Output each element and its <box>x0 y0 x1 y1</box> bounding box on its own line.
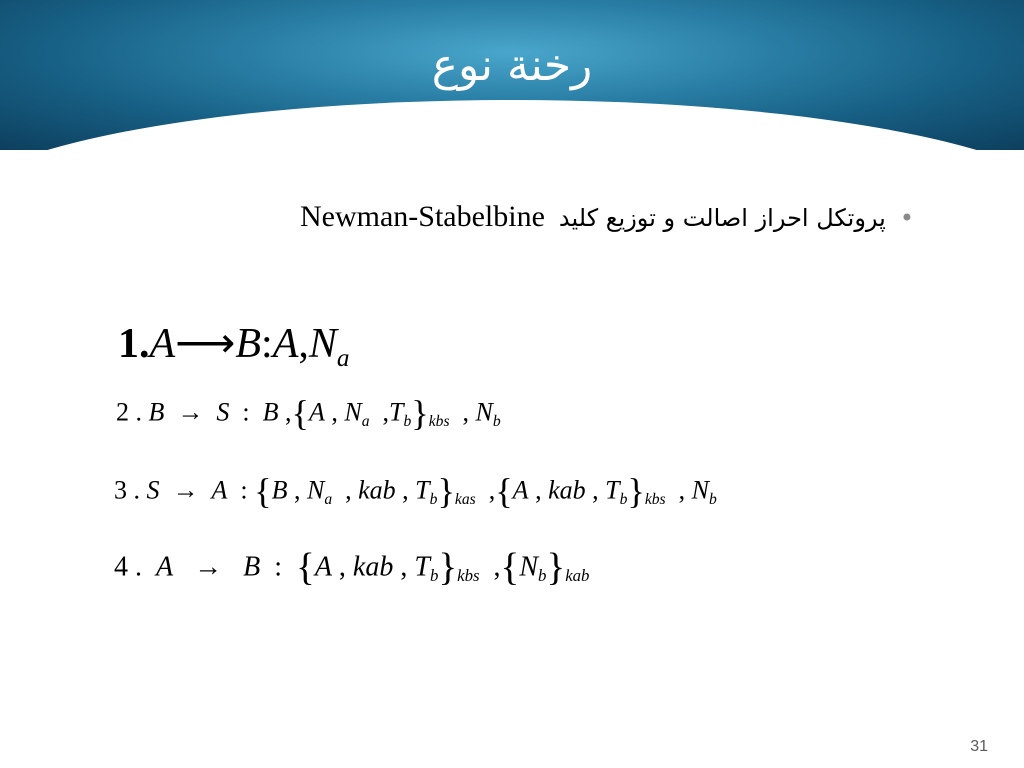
eq4-from: A <box>156 551 174 583</box>
left-brace-icon: { <box>495 471 513 511</box>
eq2-last-sub: b <box>492 413 501 431</box>
eq3-from: S <box>146 475 160 505</box>
right-brace-icon: } <box>411 393 429 433</box>
page-number: 31 <box>970 738 988 755</box>
equation-4: 4 . A → B : {A , kab , $T_b\}_{kbs}$ $,\{N_b\}_{kab}$ <box>114 546 590 589</box>
eq2-last: N <box>475 397 493 427</box>
arrow-icon: → <box>172 475 199 505</box>
eq3-last: N <box>691 475 709 505</box>
left-brace-icon: { <box>296 546 315 589</box>
eq1-from: A <box>149 321 176 367</box>
bullet-item <box>300 200 914 234</box>
eq3-to: A <box>211 475 228 505</box>
eq4-g1-kab: kab <box>352 551 394 583</box>
equation-1: $1.A⟶B:A,N_a$ <box>118 321 350 372</box>
eq1-msg-n: N <box>308 321 337 367</box>
left-brace-icon: { <box>254 471 272 511</box>
eq4-g1-a: A <box>314 551 332 583</box>
eq3-g1-n: N <box>306 475 325 505</box>
eq2-first: B <box>262 397 279 427</box>
bullet-english-text: Newman-Stabelbine <box>299 200 545 233</box>
eq3-g2-t: T <box>605 475 620 505</box>
eq4-g1-key: kbs <box>457 566 480 586</box>
eq3-g1-kab: kab <box>358 475 396 505</box>
eq2-key: kbs <box>428 413 450 431</box>
eq3-g1-t-sub: b <box>429 491 438 509</box>
eq3-g2-kab: kab <box>548 475 586 505</box>
right-brace-icon: } <box>438 546 458 589</box>
eq3-g1-b: B <box>271 475 288 505</box>
eq4-g2-n-sub: b <box>538 566 547 586</box>
eq3-last-sub: b <box>708 491 717 509</box>
eq2-from: B <box>148 397 165 427</box>
eq4-g1-t: T <box>414 551 430 583</box>
right-brace-icon: } <box>437 471 455 511</box>
eq1-to: B <box>235 321 262 367</box>
eq4-g2-key: kab <box>565 566 590 586</box>
eq3-g1-n-sub: a <box>324 491 333 509</box>
arrow-icon: ⟶ <box>175 321 236 367</box>
right-brace-icon: } <box>546 546 566 589</box>
bullet-dot-icon: • <box>899 204 914 232</box>
eq2-group-t: T <box>389 397 404 427</box>
slide-title: رخنة نوع <box>431 40 593 91</box>
eq2-step: 2 . <box>116 397 142 427</box>
eq4-step: 4 . <box>114 551 142 583</box>
eq4-g1-t-sub: b <box>429 566 439 586</box>
eq1-msg-a: A <box>272 321 299 367</box>
eq2-group-a: A <box>308 397 325 427</box>
eq2-group-t-sub: b <box>403 413 412 431</box>
arrow-icon: → <box>177 397 204 427</box>
eq3-step: 3 . <box>114 475 140 505</box>
eq3-g2-key: kbs <box>644 491 666 509</box>
eq2-group-n-sub: a <box>361 413 370 431</box>
eq1-step: 1. <box>118 321 150 367</box>
eq2-group-n: N <box>344 397 362 427</box>
eq3-g1-key: kas <box>454 491 476 509</box>
eq1-msg-n-sub: a <box>336 344 350 372</box>
eq3-g1-t: T <box>415 475 430 505</box>
eq4-g2-n: N <box>519 551 539 583</box>
left-brace-icon: { <box>500 546 520 589</box>
left-brace-icon: { <box>291 393 309 433</box>
equation-3: 3 . S → A : {B , $N_a$ , kab , $T_b\}_{kas}$ ,{A , kab , $T_b\}_{kbs}$ , $N_b$ <box>114 471 717 511</box>
right-brace-icon: } <box>627 471 645 511</box>
arrow-icon: → <box>194 551 223 583</box>
eq4-to: B <box>243 551 261 583</box>
bullet-persian-text: پروتکل احراز اصالت و توزیع کلید <box>558 204 886 232</box>
eq3-g2-t-sub: b <box>619 491 628 509</box>
eq2-to: S <box>216 397 230 427</box>
eq3-g2-a: A <box>512 475 529 505</box>
equation-2: 2 . B → S : B ,{A , $N_a$ $,T_b\}_{kbs}$ , $N_b$ <box>116 393 501 433</box>
